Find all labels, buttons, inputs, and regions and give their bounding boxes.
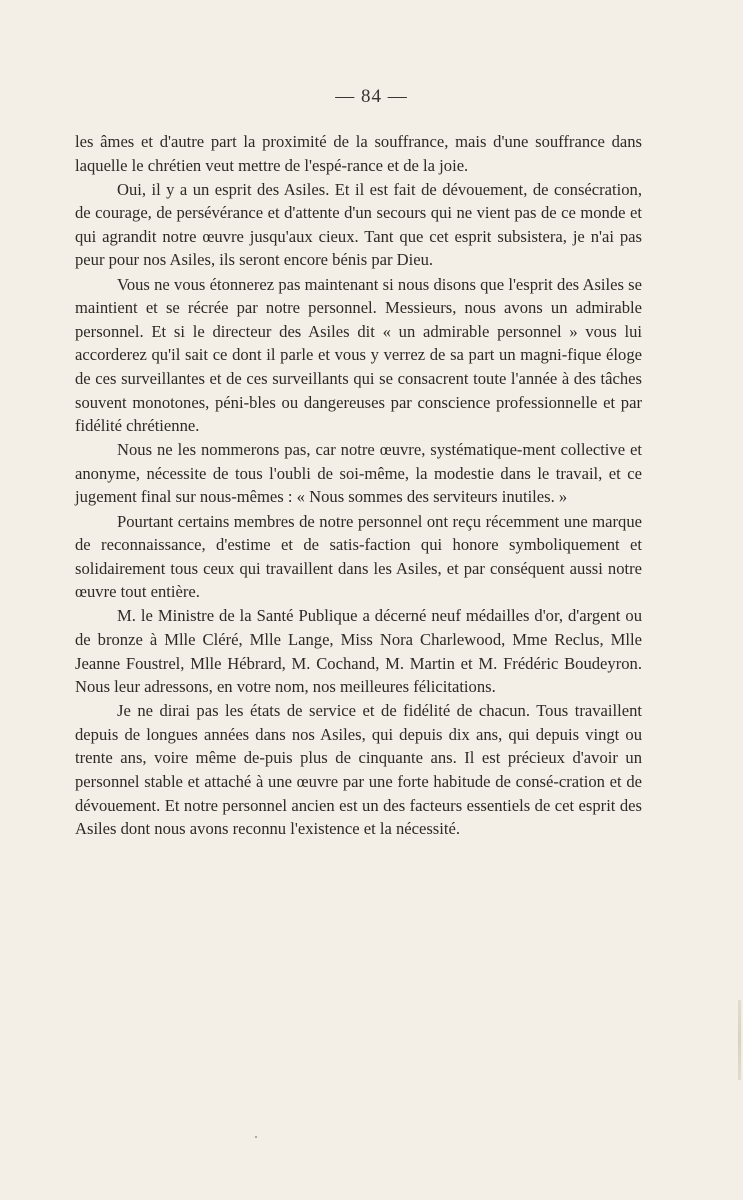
paragraph-5: Pourtant certains membres de notre personnel ont reçu récemment une marque de reconnaissance, d'estime et de satis-faction qui honore symboliquement et solidairement tous ceux qui travaillent dans les Asiles, et par conséquent aussi notre œuvre tout entière.: [75, 511, 642, 602]
paper-speck: [255, 1136, 257, 1138]
paragraph-4: Nous ne les nommerons pas, car notre œuvre, systématique-ment collective et anonyme, nécessite de tous l'oubli de soi-même, la modestie dans le travail, et ce jugement final sur nous-mêmes : « Nous sommes des serviteurs inutiles. »: [75, 440, 642, 507]
paragraph-1: les âmes et d'autre part la proximité de la souffrance, mais d'une souffrance dans laquelle le chrétien veut mettre de l'espé-rance et de la joie.: [75, 132, 642, 175]
paragraph-3: Vous ne vous étonnerez pas maintenant si nous disons que l'esprit des Asiles se maintient et se récrée par notre personnel. Messieurs, nous avons un admirable personnel. Et si le directeur des Asiles dit « un admirable personnel » vous lui accorderez qu'il sait ce dont il parle et vous y verrez de sa part un magni-fique éloge de ces surveillantes et de ces surveillants qui se consacrent toute l'année à des tâches souvent monotones, péni-bles ou dangereuses par conscience professionnelle et par fidélité chrétienne.: [75, 274, 642, 436]
paragraph-6: M. le Ministre de la Santé Publique a décerné neuf médailles d'or, d'argent ou de bronze à Mlle Cléré, Mlle Lange, Miss Nora Charlewood, Mme Reclus, Mlle Jeanne Foustrel, Mlle Hébrard, M. Cochand, M. Martin et M. Frédéric Boudeyron. Nous leur adressons, en votre nom, nos meilleures félicitations.: [75, 606, 642, 697]
paragraph-7: Je ne dirai pas les états de service et de fidélité de chacun. Tous travaillent depuis de longues années dans nos Asiles, qui depuis dix ans, qui depuis vingt ou trente ans, voire même de-puis plus de cinquante ans. Il est précieux d'avoir un personnel stable et attaché à une œuvre par une forte habitude de consé-cration et de dévouement. Et notre personnel ancien est un des facteurs essentiels de cet esprit des Asiles dont nous avons reconnu l'existence et la nécessité.: [75, 701, 642, 839]
page-number: — 84 —: [335, 86, 408, 107]
page-edge-shadow: [738, 1000, 741, 1080]
body-text: [75, 130, 642, 841]
paragraph-2: Oui, il y a un esprit des Asiles. Et il est fait de dévouement, de consécration, de courage, de persévérance et d'attente d'un secours qui ne vient pas de ce monde et qui agrandit notre œuvre jusqu'aux cieux. Tant que cet esprit subsistera, je n'ai pas peur pour nos Asiles, ils seront encore bénis par Dieu.: [75, 179, 642, 270]
